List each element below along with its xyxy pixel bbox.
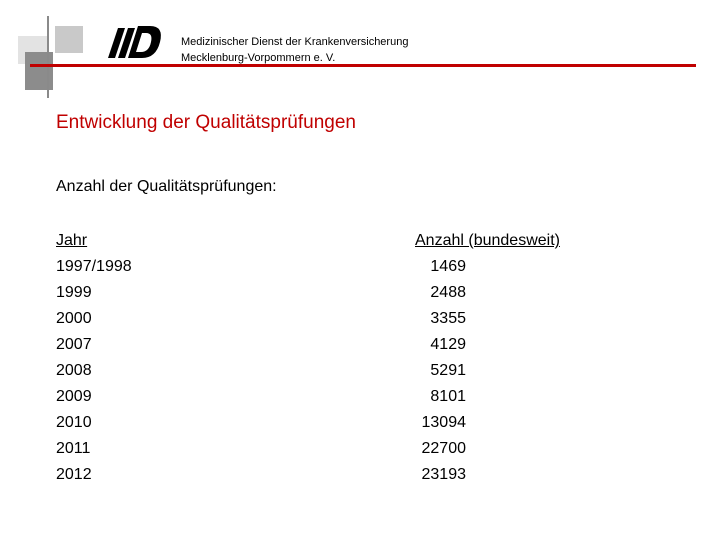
year-column	[56, 228, 132, 488]
count-cell: 23193	[421, 466, 466, 483]
year-cell: 2008	[56, 362, 92, 379]
section-subtitle: Anzahl der Qualitätsprüfungen:	[56, 178, 277, 195]
count-cell: 5291	[430, 362, 466, 379]
decor-vertical-line	[47, 16, 49, 98]
count-cell: 2488	[430, 284, 466, 301]
year-cell: 1999	[56, 284, 92, 301]
count-cell: 8101	[430, 388, 466, 405]
year-cell: 2012	[56, 466, 92, 483]
org-line-2: Mecklenburg-Vorpommern e. V.	[181, 52, 336, 64]
mdk-logo-icon	[104, 20, 164, 62]
year-cell: 2007	[56, 336, 92, 353]
count-cell: 3355	[430, 310, 466, 327]
year-cell: 2009	[56, 388, 92, 405]
count-column	[415, 228, 560, 488]
page-title: Entwicklung der Qualitätsprüfungen	[56, 112, 356, 133]
year-cell: 2011	[56, 440, 91, 457]
column-header-year: Jahr	[56, 232, 88, 249]
decor-square-mid	[55, 26, 83, 53]
year-cell: 2000	[56, 310, 92, 327]
count-cell: 1469	[430, 258, 466, 275]
year-cell: 1997/1998	[56, 258, 132, 275]
column-header-count: Anzahl (bundesweit)	[415, 232, 560, 249]
year-cell: 2010	[56, 414, 92, 431]
count-cell: 4129	[430, 336, 466, 353]
count-cell: 22700	[421, 440, 466, 457]
org-line-1: Medizinischer Dienst der Krankenversicherung	[181, 36, 409, 48]
count-cell: 13094	[421, 414, 466, 431]
organization-name	[181, 34, 408, 66]
